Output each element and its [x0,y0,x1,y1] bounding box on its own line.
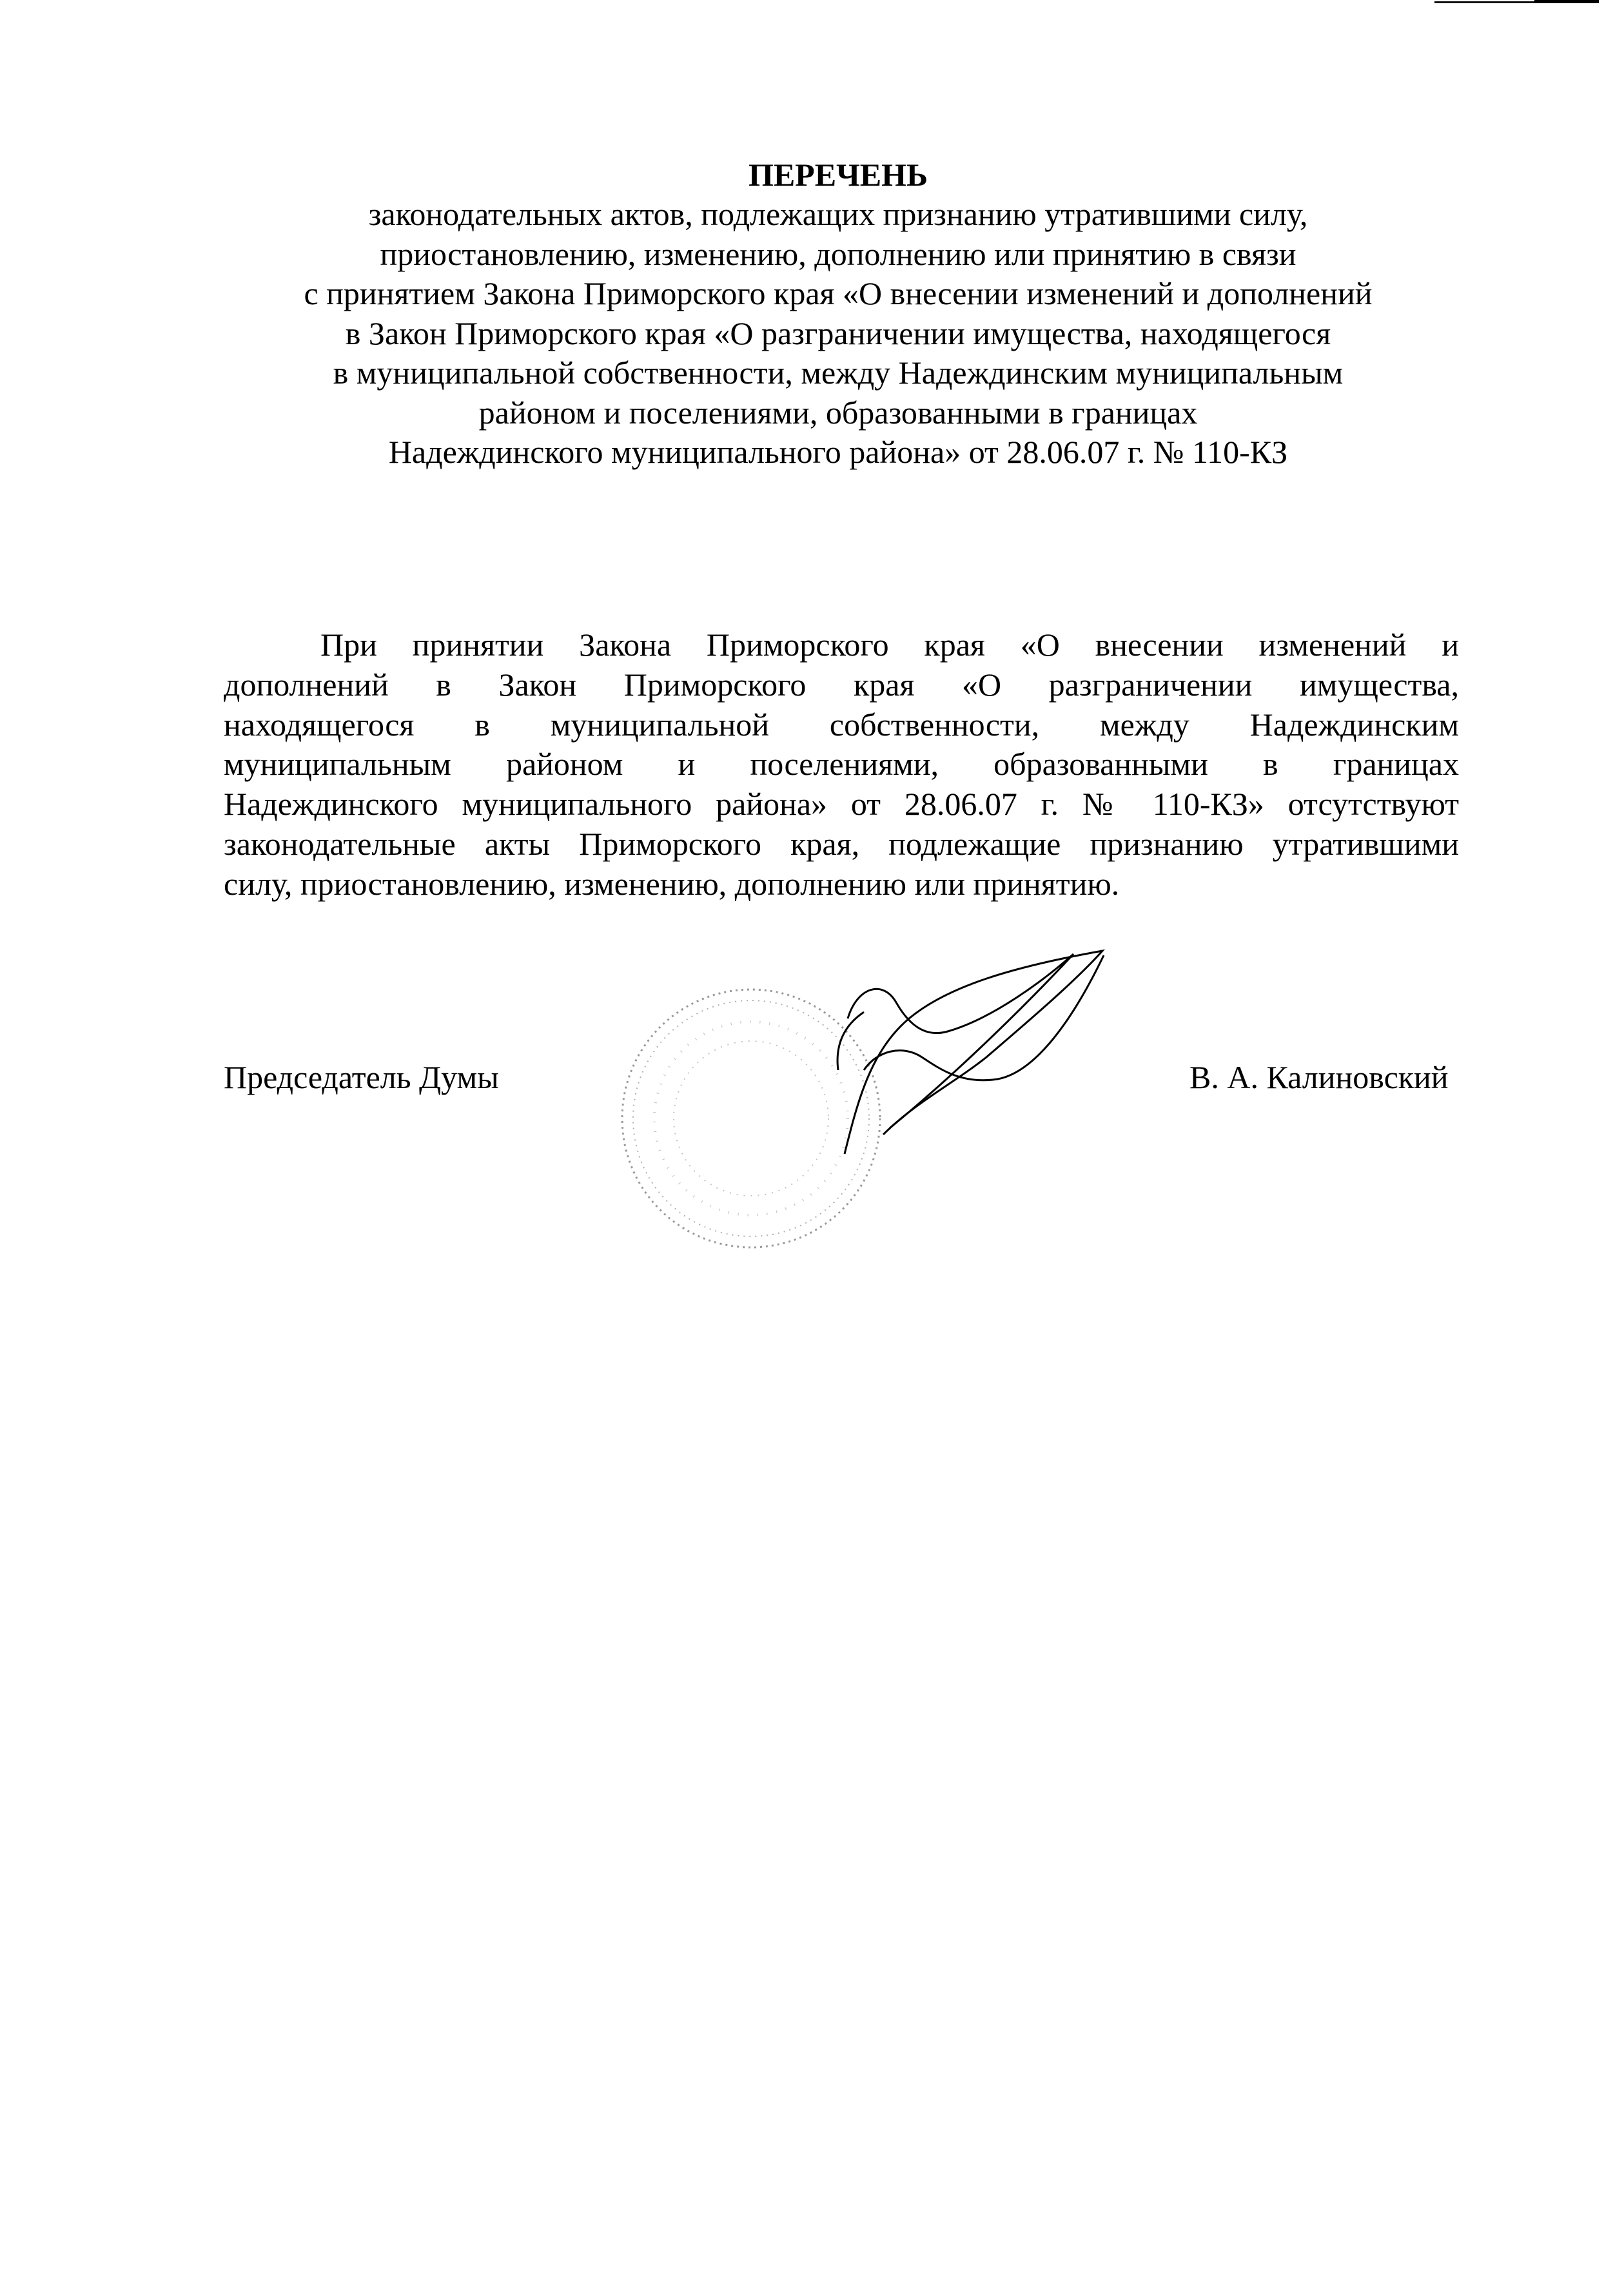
body-line: Надеждинского муниципального района» от 28.06.07 г. № 110-КЗ» отсутствуют [224,786,1459,823]
signatory-position: Председатель Думы [224,1059,499,1095]
document-heading [219,155,1457,473]
body-line: При принятии Закона Приморского края «О внесении изменений и [320,627,1459,663]
document-title: ПЕРЕЧЕНЬ [748,157,928,193]
subtitle-line: Надеждинского муниципального района» от 28.06.07 г. № 110-КЗ [388,434,1288,470]
subtitle-line: в муниципальной собственности, между Надеждинским муниципальным [333,355,1344,391]
body-line: находящегося в муниципальной собственности, между Надеждинским [224,706,1459,743]
scan-edge-mark [1534,0,1599,3]
signatory-name: В. А. Калиновский [1189,1059,1449,1095]
body-line: муниципальным районом и поселениями, образованными в границах [224,746,1459,783]
body-line: дополнений в Закон Приморского края «О разграничении имущества, [224,666,1459,703]
body-line: законодательные акты Приморского края, подлежащие признанию утратившими [224,825,1459,862]
subtitle-line: приостановлению, изменению, дополнению или принятию в связи [380,235,1296,272]
body-paragraph [224,625,1459,904]
subtitle-line: в Закон Приморского края «О разграничении имущества, находящегося [345,315,1331,351]
handwritten-signature [799,941,1109,1173]
subtitle-line: законодательных актов, подлежащих признанию утратившими силу, [368,196,1308,232]
subtitle-line: с принятием Закона Приморского края «О внесении изменений и дополнений [304,275,1373,311]
subtitle-line: районом и поселениями, образованными в границах [478,394,1198,431]
body-line: силу, приостановлению, изменению, дополнению или принятию. [224,865,1120,902]
